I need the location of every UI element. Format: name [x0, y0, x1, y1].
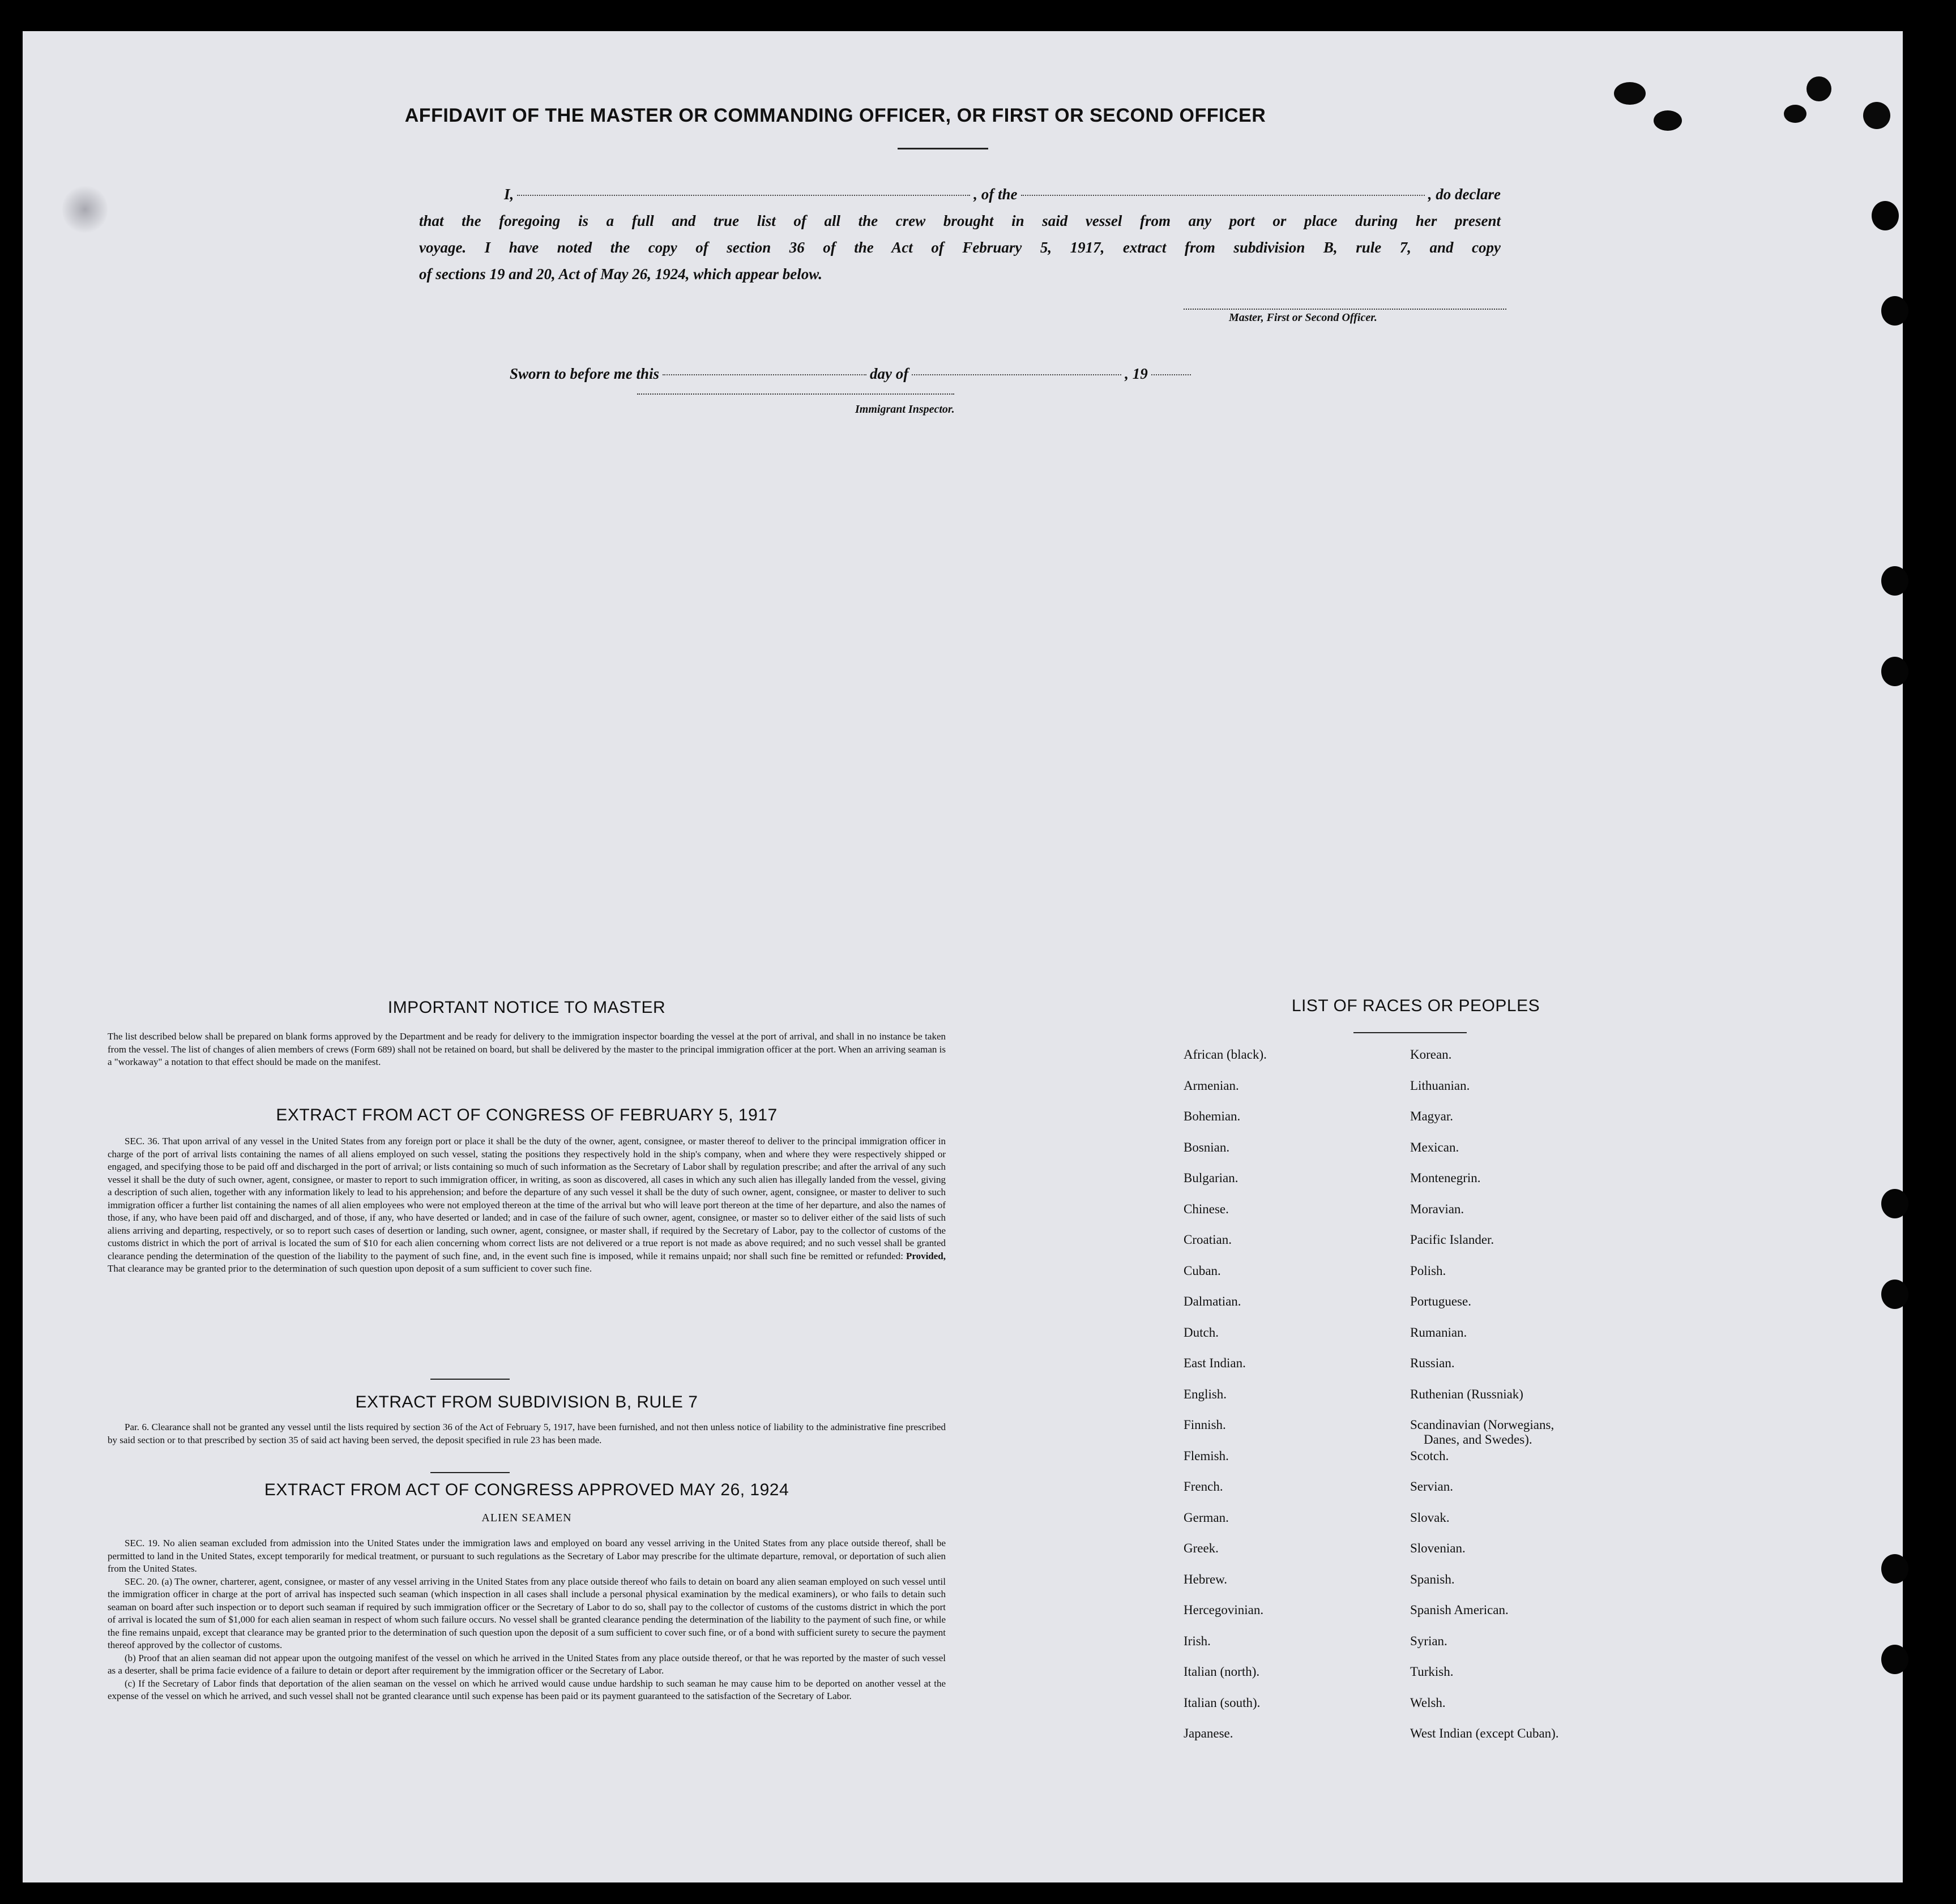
ink-speck [1654, 110, 1682, 131]
binder-hole [1881, 566, 1908, 596]
race-item: Scandinavian (Norwegians, [1410, 1418, 1554, 1432]
race-item: East Indian. [1184, 1356, 1246, 1370]
declaration-line-2: that the foregoing is a full and true list of all the crew brought in said vessel from any port or place during her present [419, 212, 1501, 229]
race-item: Greek. [1184, 1541, 1219, 1555]
master-signature-label: Master, First or Second Officer. [1229, 311, 1377, 324]
sec-19-text: SEC. 19. No alien seaman excluded from admission into the United States under the immigration laws and employed on board any vessel arriving in the United States from any place outside thereof, shall be permitted to land in the United States, except temporarily for medical treatment, or pursuant to such regulations as the Secretary of Labor may prescribe for the ultimate departure, removal, or deportation of such alien from the United States. [108, 1538, 946, 1574]
notice-text: The list described below shall be prepared on blank forms approved by the Department and be ready for delivery to the immigration inspector boarding the vessel at the port of arrival, and shall in no instance be taken from the vessel. The list of changes of alien members of crews (Form 689) shall not be retained on board, but shall be delivered by the master to the principal immigration officer at the port. When an arriving seaman is a "workaway" a notation to that effect should be made on the manifest. [108, 1031, 946, 1067]
binder-hole [1881, 1554, 1908, 1584]
race-item: Rumanian. [1410, 1325, 1467, 1340]
race-item: Turkish. [1410, 1665, 1454, 1679]
race-item: West Indian (except Cuban). [1410, 1726, 1559, 1740]
race-item: Italian (north). [1184, 1665, 1260, 1679]
race-item: African (black). [1184, 1047, 1267, 1062]
race-item: Dutch. [1184, 1325, 1219, 1340]
declaration-line-1 [419, 181, 1501, 208]
race-item: Slovenian. [1410, 1541, 1466, 1555]
declaration-of-the: , of the [973, 186, 1018, 203]
extract-rule7-title: EXTRACT FROM SUBDIVISION B, RULE 7 [355, 1393, 698, 1411]
race-item: Slovak. [1410, 1510, 1450, 1525]
race-item: Croatian. [1184, 1233, 1232, 1247]
extract-1917-provided: Provided, [906, 1250, 946, 1261]
race-item: Syrian. [1410, 1633, 1447, 1648]
races-right-column [1410, 1047, 1705, 1757]
race-item: Ruthenian (Russniak) [1410, 1387, 1523, 1401]
declaration-line-3: voyage. I have noted the copy of section 36 of the Act of February 5, 1917, extract from subdivision B, rule 7, and copy [419, 239, 1501, 256]
race-item: Cuban. [1184, 1263, 1221, 1278]
sec-20c-text: (c) If the Secretary of Labor finds that deportation of the alien seaman on the vessel on which he arrived would cause undue hardship to such seaman he may cause him to be deported on another vessel at the expense of the vessel on which he arrived, and such vessel shall not be granted clearance until such expense has been paid or its payment guaranteed to the satisfaction of the Secretary of Labor. [108, 1678, 946, 1701]
race-item: Polish. [1410, 1263, 1446, 1278]
inspector-label: Immigrant Inspector. [855, 403, 955, 416]
extract-rule7-text: Par. 6. Clearance shall not be granted any vessel until the lists required by section 36 of the Act of February 5, 1917, have been furnished, and not then unless notice of liability to the administrative fine prescribed by said section or to that prescribed by section 35 of said act having been served, the deposit specified in rule 23 has been made. [108, 1422, 946, 1445]
race-item: Moravian. [1410, 1201, 1464, 1216]
sec-20a-text: SEC. 20. (a) The owner, charterer, agent, consignee, or master of any vessel arriving in the United States from any place outside thereof who fails to detain on board any alien seaman employed on such vessel until the immigration officer in charge at the port of arrival has inspected such seaman (which inspection in all cases shall include a personal physical examination by the medical examiners), or who fails to detain such seaman on board after such inspection or to deport such seaman if required by such immigration officer or the Secretary of Labor to do so, shall pay to the collector of customs of the customs district in which the port of arrival is located the sum of $1,000 for each alien seaman in respect of whom such failure occurs. No vessel shall be granted clearance pending the determination of the liability to the payment of such fine, or while the fine remains unpaid, except that clearance may be granted prior to the determination of such question upon the deposit of a sum sufficient to cover such fine, or of a bond with sufficient surety to secure the payment thereof approved by the collector of customs. [108, 1576, 946, 1650]
race-item: German. [1184, 1510, 1229, 1525]
race-item: Armenian. [1184, 1078, 1239, 1093]
extract-1924-subtitle: ALIEN SEAMEN [481, 1512, 572, 1524]
title-rule [898, 148, 988, 149]
race-item: Danes, and Swedes). [1424, 1432, 1532, 1447]
race-item: Bohemian. [1184, 1109, 1241, 1123]
race-item: Spanish American. [1410, 1603, 1509, 1617]
stain [62, 184, 108, 235]
declaration-line-4: of sections 19 and 20, Act of May 26, 1924, which appear below. [419, 266, 822, 283]
extract-1917-title: EXTRACT FROM ACT OF CONGRESS OF FEBRUARY 5, 1917 [276, 1106, 778, 1124]
races-left-column [1184, 1047, 1387, 1757]
race-item: Flemish. [1184, 1448, 1229, 1463]
vessel-blank[interactable] [1021, 195, 1425, 196]
ink-speck [1806, 76, 1831, 101]
declaration-i: I, [504, 186, 514, 203]
race-item: Scotch. [1410, 1448, 1449, 1463]
section-rule [430, 1379, 510, 1380]
extract-1917-text [108, 1135, 946, 1276]
section-rule [430, 1472, 510, 1473]
race-item: Pacific Islander. [1410, 1233, 1494, 1247]
race-item: Welsh. [1410, 1695, 1446, 1710]
sworn-year-blank[interactable] [1151, 374, 1191, 375]
binder-hole [1881, 1189, 1908, 1218]
inspector-signature-line[interactable] [637, 393, 954, 395]
sworn-day-of: day of [870, 365, 909, 382]
race-item: Lithuanian. [1410, 1078, 1470, 1093]
affidavit-title: AFFIDAVIT OF THE MASTER OR COMMANDING OFFICER, OR FIRST OR SECOND OFFICER [404, 105, 1266, 126]
race-item: Japanese. [1184, 1726, 1233, 1740]
ink-speck [1863, 102, 1890, 129]
ink-speck [1614, 82, 1646, 105]
name-blank[interactable] [517, 195, 970, 196]
notice-title: IMPORTANT NOTICE TO MASTER [387, 998, 666, 1017]
extract-1917-text-before: SEC. 36. That upon arrival of any vessel in the United States from any foreign port or place it shall be the duty of the owner, agent, consignee, or master thereof to deliver to the principal immigration officer in charge of the port of arrival lists containing the names of all aliens employed on such vessel, stating the positions they respectively hold in the ship's company, when and where they were respectively shipped or engaged, and specifying those to be paid off and discharged in the port of arrival; or lists containing so much of such information as the Secretary of Labor shall by regulation prescribe; and after the arrival of any such vessel it shall be the duty of such owner, agent, consignee, or master to report to such immigration officer, in writing, as soon as discovered, all cases in which any such alien has illegally landed from the vessel, giving a description of such alien, together with any information likely to lead to his apprehension; and before the departure of any such vessel it shall be the duty of such owner, agent, consignee, or master to deliver to such immigration officer a further list containing the names of all alien employees who were not employed thereon at the time of the arrival but who will leave port thereon at the time of her departure, and also the names of those, if any, who have been paid off and discharged, and of those, if any, who have deserted or landed; and in case of the failure of such owner, agent, consignee, or master so to deliver either of the said lists of such aliens arriving and departing, respectively, or so to report such cases of desertion or landing, such owner, agent, consignee, or master shall, if required by the Secretary of Labor, pay to the collector of customs of the customs district in which the port of arrival is located the sum of $10 for each alien concerning whom correct lists are not delivered or a true report is not made as above required; and no such vessel shall be granted clearance pending the determination of the question of the liability to the payment of such fine, and, in the event such fine is imposed, while it remains unpaid; nor shall such fine be remitted or refunded: [108, 1136, 946, 1261]
race-item: Magyar. [1410, 1109, 1454, 1123]
race-item: English. [1184, 1387, 1227, 1401]
binder-hole [1872, 201, 1899, 230]
race-item: Portuguese. [1410, 1294, 1471, 1308]
race-item: Chinese. [1184, 1201, 1229, 1216]
race-item: Dalmatian. [1184, 1294, 1241, 1308]
race-item: Mexican. [1410, 1140, 1459, 1154]
sworn-prefix: Sworn to before me this [510, 365, 660, 382]
races-title: LIST OF RACES OR PEOPLES [1291, 996, 1540, 1015]
sworn-year: , 19 [1125, 365, 1148, 382]
race-item: Montenegrin. [1410, 1171, 1481, 1185]
race-item: Spanish. [1410, 1572, 1455, 1586]
document-page [23, 31, 1903, 1882]
race-item: Hebrew. [1184, 1572, 1228, 1586]
binder-hole [1881, 1645, 1908, 1674]
race-item: Bosnian. [1184, 1140, 1230, 1154]
binder-hole [1881, 657, 1908, 686]
race-item: Italian (south). [1184, 1695, 1261, 1710]
race-item: Bulgarian. [1184, 1171, 1238, 1185]
extract-1924-body [108, 1537, 946, 1703]
sworn-line [510, 365, 1257, 383]
race-item: Servian. [1410, 1479, 1454, 1494]
declaration-do-declare: , do declare [1428, 186, 1501, 203]
race-item: French. [1184, 1479, 1223, 1494]
sworn-month-blank[interactable] [912, 374, 1121, 375]
declaration-block [419, 181, 1501, 288]
race-item: Hercegovinian. [1184, 1603, 1264, 1617]
extract-1924-title: EXTRACT FROM ACT OF CONGRESS APPROVED MAY 26, 1924 [264, 1481, 789, 1499]
race-item: Finnish. [1184, 1418, 1226, 1432]
race-item: Korean. [1410, 1047, 1452, 1062]
sworn-day-blank[interactable] [663, 374, 866, 375]
race-item: Irish. [1184, 1633, 1211, 1648]
sec-20b-text: (b) Proof that an alien seaman did not appear upon the outgoing manifest of the vessel on which he arrived in the United States from any place outside thereof, or that he was reported by the master of such vessel as a deserter, shall be prima facie evidence of a failure to detain or deport after requirement by the immigration officer or the Secretary of Labor. [108, 1652, 946, 1676]
extract-1917-text-after: That clearance may be granted prior to the determination of such question upon deposit of a sum sufficient to cover such fine. [108, 1263, 592, 1274]
binder-hole [1881, 1280, 1908, 1309]
race-item: Russian. [1410, 1356, 1455, 1370]
ink-speck [1784, 105, 1806, 123]
races-rule [1353, 1032, 1467, 1033]
binder-hole [1881, 296, 1908, 326]
master-signature-line[interactable] [1184, 309, 1506, 310]
